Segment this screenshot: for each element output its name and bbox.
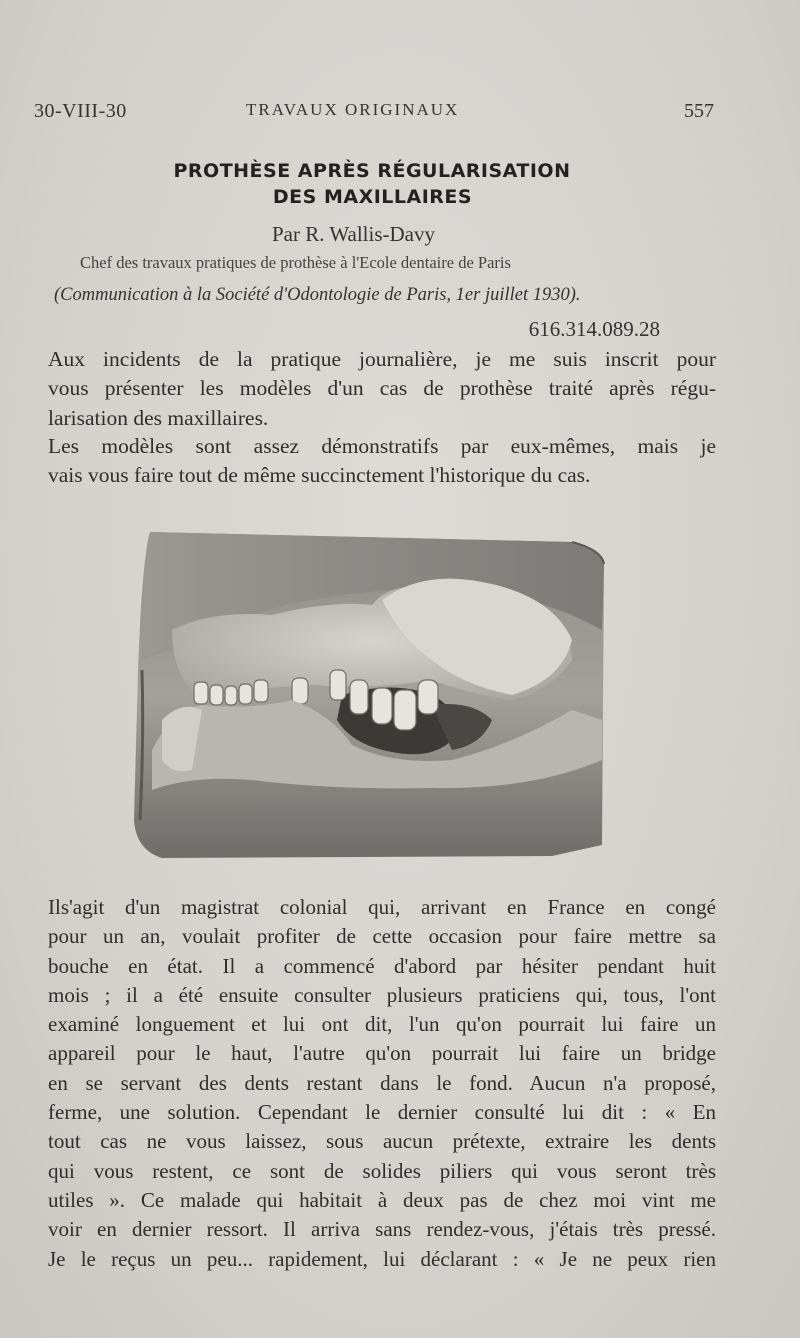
classification-number: 616.314.089.28 bbox=[528, 317, 660, 341]
communication-note: (Communication à la Société d'Odontologie de Paris, 1er juillet 1930). bbox=[54, 285, 581, 305]
article-byline: Par R. Wallis-Davy bbox=[272, 222, 435, 246]
text-line: Je le reçus un peu... rapidement, lui déclarant : « Je ne peux rien bbox=[48, 1246, 716, 1271]
running-head-section: TRAVAUX ORIGINAUX bbox=[246, 100, 460, 119]
text-line: pour un an, voulait profiter de cette occasion pour faire mettre sa bbox=[48, 924, 716, 949]
text-line: vais vous faire tout de même succinctement l'historique du cas. bbox=[48, 463, 591, 488]
text-line: voir en dernier ressort. Il arriva sans rendez-vous, j'étais très pressé. bbox=[48, 1217, 716, 1242]
running-head bbox=[34, 100, 714, 130]
article-title-line-1: PROTHÈSE APRÈS RÉGULARISATION bbox=[173, 160, 571, 182]
paragraph-2 bbox=[48, 432, 716, 491]
article-title-line-2: DES MAXILLAIRES bbox=[272, 186, 473, 208]
text-line: en se servant des dents restant dans le fond. Aucun n'a proposé, bbox=[48, 1070, 716, 1095]
text-line: mois ; il a été ensuite consulter plusieurs praticiens qui, tous, l'ont bbox=[48, 982, 716, 1007]
page-number: 557 bbox=[684, 100, 714, 122]
text-line: bouche en état. Il a commencé d'abord par hésiter pendant huit bbox=[48, 953, 716, 978]
text-line: Aux incidents de la pratique journalière, je me suis inscrit pour bbox=[48, 347, 716, 371]
text-line: larisation des maxillaires. bbox=[48, 405, 269, 430]
paragraph-3 bbox=[48, 893, 716, 1274]
text-line: Ils'agit d'un magistrat colonial qui, arrivant en France en congé bbox=[48, 895, 716, 919]
text-line: Les modèles sont assez démonstratifs par eux-mêmes, mais je bbox=[48, 434, 716, 458]
text-line: qui vous restent, ce sont de solides piliers qui vous seront très bbox=[48, 1158, 716, 1183]
text-line: examiné longuement et lui ont dit, l'un qu'on pourrait lui faire un bbox=[48, 1012, 716, 1037]
text-line: vous présenter les modèles d'un cas de prothèse traité après régu- bbox=[48, 376, 716, 401]
text-line: utiles ». Ce malade qui habitait à deux pas de chez moi vint me bbox=[48, 1187, 716, 1212]
running-head-date: 30-VIII-30 bbox=[34, 100, 127, 122]
text-line: tout cas ne vous laissez, sous aucun prétexte, extraire les dents bbox=[48, 1129, 716, 1154]
text-line: ferme, une solution. Cependant le dernier consulté lui dit : « En bbox=[48, 1100, 716, 1125]
dental-model-photograph bbox=[132, 520, 608, 860]
author-affiliation: Chef des travaux pratiques de prothèse à l'Ecole dentaire de Paris bbox=[80, 253, 511, 272]
paragraph-1 bbox=[48, 345, 716, 433]
text-line: appareil pour le haut, l'autre qu'on pourrait lui faire un bridge bbox=[48, 1041, 716, 1066]
